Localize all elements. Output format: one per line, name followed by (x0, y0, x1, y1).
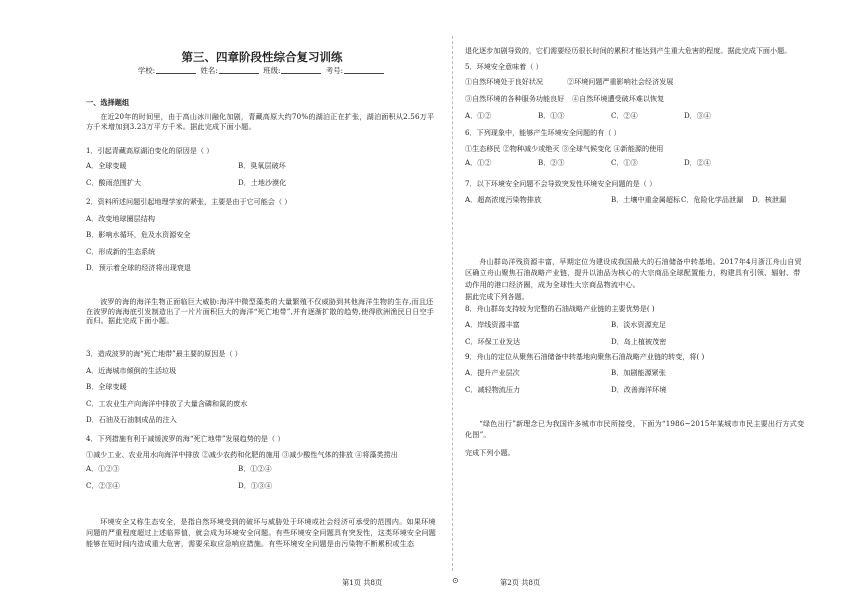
option-row (86, 464, 438, 476)
question-stem: 7．以下环境安全问题不会导致突发性环境安全问题的是（ ） (465, 179, 657, 188)
binding-mark-icon: ⊙ (452, 576, 459, 585)
passage-5: “绿色出行”新理念已为我国许多城市市民所接受，下面为“1986~2015年某城市市民主要出行方式变化图”。 (465, 419, 805, 440)
page-title: 第三、四章阶段性综合复习训练 (181, 50, 343, 64)
question-stem: 9．舟山的定位从聚焦石油储备中转基地向聚焦石油战略产业链的转变，将( ) (465, 352, 705, 361)
option-c[interactable]: C．减轻物流压力 (465, 384, 521, 394)
option-row (86, 481, 438, 493)
statement-2: ②环境问题严重影响社会经济发展 (567, 76, 674, 86)
class-label: 班级: (263, 66, 281, 75)
question-stem: 6．下列现象中，能够产生环境安全问题的有（ ） (465, 128, 621, 137)
question-stem: 2．资料所述问题引起地理学家的紧张，主要是由于它可能会（ ） (86, 197, 292, 206)
option-a[interactable]: A．近海城市倾倒的生活垃圾 (86, 365, 177, 375)
question-9 (465, 352, 805, 397)
option-d[interactable]: D．改善海洋环境 (611, 384, 667, 394)
passage-4-prompt: 据此完成下列各题。 (465, 292, 529, 301)
option-a[interactable]: A．岸线资源丰富 (465, 319, 520, 329)
question-stem: 3．造成波罗的海“死亡地带”最主要的原因是（ ） (86, 349, 242, 358)
option-c[interactable]: C．环保工业发达 (465, 336, 521, 346)
option-a[interactable]: A．提升产业层次 (465, 367, 520, 377)
option-b[interactable]: B．土壤中重金属超标 (611, 194, 681, 204)
student-info-line (86, 66, 438, 76)
option-row (465, 337, 805, 349)
option-row (86, 161, 438, 173)
section-heading (86, 98, 438, 108)
option-d[interactable]: D．①③④ (238, 481, 273, 491)
statement-row (465, 77, 805, 89)
school-label: 学校: (137, 66, 156, 75)
option-a[interactable]: A．①②③ (86, 464, 120, 474)
school-blank[interactable] (156, 66, 196, 74)
option-row (465, 320, 805, 332)
class-blank[interactable] (281, 66, 321, 74)
question-7 (465, 179, 805, 207)
page-number-right: 第2页 共8页 (500, 578, 541, 587)
option-a[interactable]: A．改变地球圈层结构 (86, 213, 155, 223)
page-divider (452, 36, 453, 571)
statement-row (465, 94, 805, 106)
question-8 (465, 304, 805, 349)
passage-3-continued: 退化逐步加剧导致的，它们需要经历很长时间的累积才能达到产生重大危害的程度。据此完成下面小题。 (465, 46, 792, 55)
option-d[interactable]: D．②④ (684, 158, 711, 168)
question-1 (86, 146, 438, 190)
option-row (465, 368, 805, 380)
passage-5-prompt: 完成下列小题。 (465, 448, 515, 457)
option-d[interactable]: D．预示着全球的经济将出现衰退 (86, 263, 191, 273)
question-stem: 5．环境安全意味着（ ） (465, 62, 543, 71)
statement-1: ①自然环境处于良好状况 (465, 76, 544, 86)
option-d[interactable]: D．岛上植被茂密 (611, 336, 667, 346)
section-title: 一、选择题组 (86, 98, 130, 107)
option-c[interactable]: C．酸雨范围扩大 (86, 177, 142, 187)
question-2 (86, 197, 438, 273)
question-stem: 4．下列措施有利于减缓波罗的海“死亡地带”发展趋势的是（ ） (86, 434, 285, 443)
option-b[interactable]: B．淡水资源充足 (611, 319, 666, 329)
option-row (465, 111, 805, 123)
question-5 (465, 62, 805, 123)
option-b[interactable]: B．①②④ (238, 464, 272, 474)
option-c[interactable]: C．形成新的生态系统 (86, 246, 156, 256)
statement-4: ④自然环境遭受破坏难以恢复 (572, 93, 665, 103)
left-page (86, 0, 438, 575)
statement-list: ①减少工业、农业用水向海洋中排放 ②减少农药和化肥的施用 ③减少酸性气体的排放 ④将藻类捞出 (86, 449, 398, 459)
passage-3: 环境安全又称生态安全，是指自然环境受到的破坏与威胁处于环境或社会经济可承受的范围内。如果环境问题的严重程度超过上述临界值，就会成为环境安全问题。有些环境安全问题具有突发性，这类环境安全问题能够在短时间内造成重大危害，需要采取应急响应措施。有些环境安全问题是由污染物不断累积或生态 (86, 517, 437, 548)
exam-no-blank[interactable] (344, 66, 384, 74)
passage-1: 在近20年的时间里，由于高山冰川融化加剧，青藏高原大约70%的湖泊正在扩张，湖泊面积从2.56万平方千米增加到3.23万平方千米。据此完成下面小题。 (86, 112, 435, 131)
option-d[interactable]: D．③④ (684, 110, 711, 120)
passage-2: 波罗的海的海洋生物正面临巨大威胁:海洋中微型藻类的大量繁殖不仅威胁到其他海洋生物的生存,而且还在波罗的海海底引发制造出了一片片面积巨大的海洋“死亡地带”,并有逐渐扩散的趋势,使得欧洲渔民日日空手而归。据此完成下面小题。 (86, 297, 435, 326)
option-b[interactable]: B．加剧能源紧张 (611, 367, 666, 377)
option-c[interactable]: C．②③④ (86, 481, 120, 491)
option-c[interactable]: C．①③ (611, 158, 638, 168)
option-c[interactable]: C．②④ (611, 110, 638, 120)
option-d[interactable]: D．核泄漏 (752, 194, 787, 204)
option-row (465, 195, 805, 207)
option-row (465, 385, 805, 397)
question-3 (86, 349, 438, 425)
option-a[interactable]: A．①② (465, 110, 492, 120)
page-number-left: 第1页 共8页 (342, 578, 383, 587)
option-d[interactable]: D．土地沙漠化 (238, 177, 287, 187)
name-blank[interactable] (219, 66, 259, 74)
option-c[interactable]: C．危险化学品泄漏 (681, 194, 744, 204)
statement-list: ①生态移民 ②物种减少或绝灭 ③全球气候变化 ④新能源的使用 (465, 143, 664, 153)
option-a[interactable]: A．超高浓度污染物排放 (465, 194, 542, 204)
option-b[interactable]: B．①③ (538, 110, 565, 120)
option-row (465, 158, 805, 170)
question-6 (465, 128, 805, 170)
option-b[interactable]: B．②③ (538, 158, 565, 168)
option-a[interactable]: A．全球变暖 (86, 160, 127, 170)
statement-3: ③自然环境的各种服务功能良好 (465, 93, 565, 103)
question-stem: 8．舟山群岛支持较为完整的石油战略产业链的主要优势是( ) (465, 304, 655, 313)
option-d[interactable]: D．石油及石油制成品的注入 (86, 415, 177, 425)
exam-no-label: 考号: (325, 66, 344, 75)
option-row (86, 178, 438, 190)
question-4 (86, 434, 438, 493)
option-b[interactable]: B．全球变暖 (86, 382, 127, 392)
passage-4: 舟山群岛洋残资源丰富，早期定位为建设成我国最大的石油储备中转基地。2017年4月浙江舟山自贸区确立舟山聚焦石油战略产业链，提升以油品为核心的大宗商品全球配置能力，构建具有引领、辐射、带动作用的港口经济圈，成为全球性大宗商品物流中心。 (465, 257, 802, 289)
option-a[interactable]: A．①② (465, 158, 492, 168)
right-page (465, 0, 805, 575)
option-b[interactable]: B．影响水循环，危及水资源安全 (86, 230, 191, 240)
option-b[interactable]: B．臭氧层破坏 (238, 160, 286, 170)
name-label: 姓名: (200, 66, 218, 75)
option-c[interactable]: C．工农业生产向海洋中排放了大量含磷和氮的废水 (86, 398, 248, 408)
question-stem: 1．引起青藏高原湖泊变化的原因是（ ） (86, 146, 214, 155)
